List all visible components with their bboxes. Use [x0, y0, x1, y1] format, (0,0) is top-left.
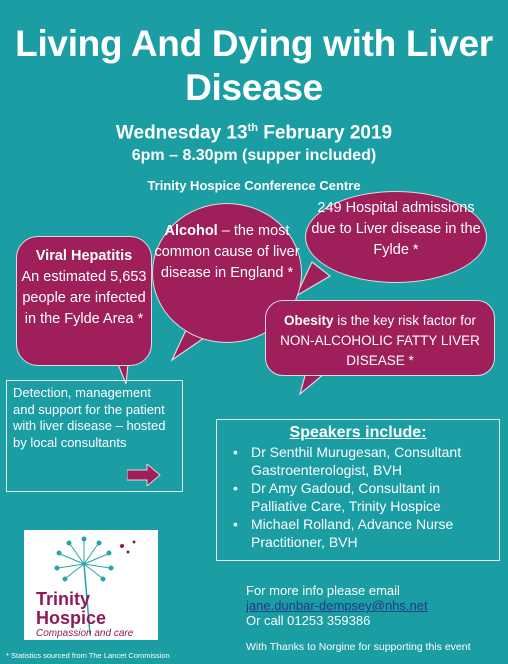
contact-line: For more info please email — [246, 583, 400, 598]
email-link[interactable]: jane.dunbar-dempsey@nhs.net — [246, 598, 428, 613]
speakers-box — [216, 419, 500, 561]
alcohol-heading: Alcohol — [164, 223, 218, 239]
event-venue: Trinity Hospice Conference Centre — [147, 178, 361, 193]
detection-box: Detection, management and support for the patient with liver disease – hosted by local consultants — [6, 380, 183, 492]
logo-name-line1: Trinity — [36, 589, 91, 609]
event-time: 6pm – 8.30pm (supper included) — [131, 147, 377, 164]
speaker-item: • Dr Senthil Murugesan, Consultant Gastroenterologist, BVH — [239, 444, 493, 479]
date-main: Wednesday 13 — [115, 122, 248, 144]
speakers-heading: Speakers include: — [289, 424, 427, 441]
date-rest: February 2019 — [257, 122, 393, 144]
obesity-text: is the key risk factor for NON-ALCOHOLIC FATTY LIVER DISEASE * — [280, 313, 480, 368]
speaker-item: • Michael Rolland, Advance Nurse Practitioner, BVH — [239, 516, 493, 551]
hepatitis-heading: Viral Hepatitis — [35, 248, 133, 264]
hepatitis-text: An estimated 5,653 people are infected in the Fylde Area * — [21, 269, 147, 327]
hepatitis-bubble — [16, 236, 152, 366]
obesity-bubble — [265, 300, 495, 376]
phone-line: Or call 01253 359386 — [246, 613, 371, 628]
admissions-bubble: 249 Hospital admissions due to Liver disease in the Fylde * — [305, 191, 487, 283]
logo-name-line2: Hospice — [36, 608, 107, 628]
thanks-note: With Thanks to Norgine for supporting this event — [246, 641, 471, 653]
arrow-right-icon — [127, 464, 161, 486]
alcohol-text: – the most common cause of liver disease in England * — [154, 223, 300, 281]
event-title: Living And Dying with Liver Disease — [15, 23, 493, 108]
speakers-list — [223, 444, 493, 551]
speaker-item: • Dr Amy Gadoud, Consultant in Palliative Care, Trinity Hospice — [239, 480, 493, 515]
obesity-heading: Obesity — [283, 313, 334, 328]
contact-info — [246, 583, 428, 628]
logo-tagline: Compassion and care — [36, 628, 134, 639]
statistics-note: * Statistics sourced from The Lancet Commission — [6, 651, 170, 660]
date-ordinal: th — [247, 122, 258, 134]
trinity-hospice-logo — [24, 530, 158, 640]
logo-name — [36, 590, 106, 628]
